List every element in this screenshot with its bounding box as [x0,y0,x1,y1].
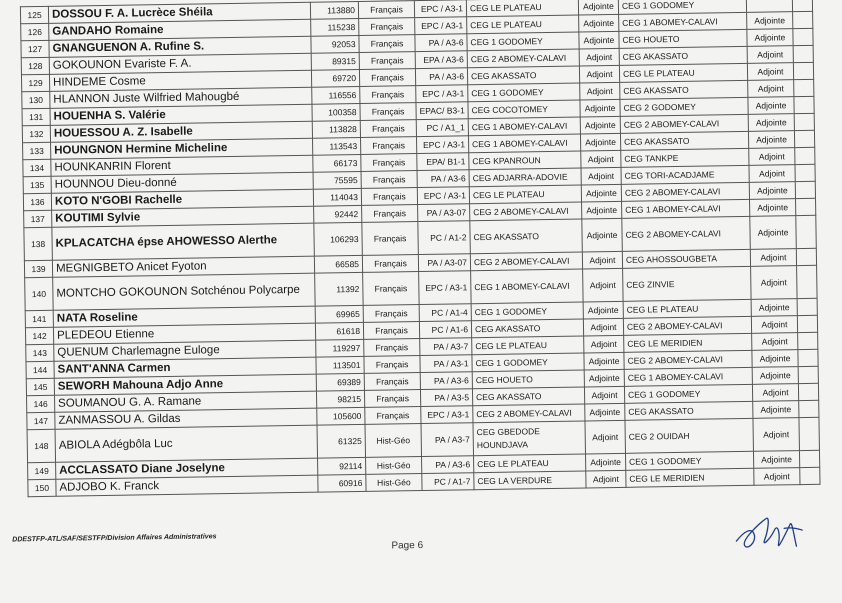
cell-fn: Adjoint [585,420,626,454]
cell-blank [792,0,812,12]
cell-code: PA / A3-6 [420,372,472,390]
cell-name: KOUTIMI Sylvie [52,206,314,227]
cell-etab2: CEG AHOSSOUGBETA [622,249,750,268]
cell-blank [796,248,816,265]
cell-blank [793,11,813,28]
cell-lang: Français [360,120,416,138]
cell-mat: 75595 [313,171,361,189]
cell-etab2: CEG 1 GODOMEY [625,451,753,470]
cell-code: PA / A3-5 [420,389,472,407]
cell-blank [800,467,820,484]
cell-name: GANDAHO Romaine [49,19,311,40]
cell-mat: 66585 [314,255,362,273]
cell-etab2: CEG AKASSATO [625,401,753,420]
cell-fn2: Adjoint [749,165,795,183]
cell-fn: Adjoint [581,150,621,168]
cell-n: 127 [21,40,49,57]
cell-blank [794,96,814,113]
cell-fn2: Adjointe [748,131,794,149]
cell-name: HOUNGNON Hermine Micheline [51,138,313,159]
cell-name: KPLACATCHA épse AHOWESSO Alerthe [52,223,314,260]
cell-blank [797,265,818,298]
cell-fn: Adjoint [579,65,619,83]
cell-mat: 113828 [312,120,360,138]
cell-blank [794,113,814,130]
cell-code: PA / A3-7 [421,423,474,457]
cell-etab: CEG LA VERDURE [474,471,586,490]
cell-mat: 98215 [316,390,364,408]
cell-fn: Adjointe [584,352,624,370]
cell-fn2: Adjointe [752,367,798,385]
cell-blank [799,450,819,467]
cell-n: 146 [27,395,55,412]
cell-n: 128 [21,57,49,74]
cell-fn2: Adjoint [754,468,800,486]
cell-code: EPAC/ B3-1 [416,102,468,120]
cell-etab: CEG AKASSATO [471,319,583,338]
cell-fn: Adjointe [580,133,620,151]
cell-blank [799,400,819,417]
cell-n: 132 [22,125,50,142]
cell-etab: CEG ADJARRA-ADOVIE [469,168,581,187]
cell-lang: Hist-Géo [366,474,422,492]
cell-n: 131 [22,108,50,125]
cell-fn2: Adjoint [753,418,800,452]
cell-etab: CEG COCOTOMEY [468,100,580,119]
cell-blank [793,45,813,62]
cell-code: PA / A3-6 [415,34,467,52]
cell-fn2: Adjointe [752,350,798,368]
cell-name: DOSSOU F. A. Lucrèce Shéila [48,2,310,23]
cell-fn2: Adjoint [752,384,798,402]
cell-fn2: Adjoint [747,63,793,81]
cell-code: PA / A3-07 [418,204,470,222]
cell-n: 144 [26,361,54,378]
cell-name: ACCLASSATO Diane Joselyne [56,458,318,479]
cell-etab2: CEG AKASSATO [620,131,748,150]
cell-n: 125 [20,6,48,23]
cell-lang: Français [360,137,416,155]
cell-n: 137 [24,210,52,227]
cell-n: 138 [24,227,53,260]
cell-fn: Adjointe [582,218,623,252]
cell-name: GNANGUENON A. Rufine S. [49,36,311,57]
cell-n: 147 [27,412,55,429]
cell-etab: CEG AKASSATO [472,387,584,406]
cell-lang: Français [359,18,415,36]
cell-mat: 11392 [315,272,364,306]
cell-mat: 66173 [313,154,361,172]
cell-fn: Adjointe [579,14,619,32]
cell-name: GOKOUNON Evariste F. A. [49,53,311,74]
cell-code: EPC / A3-1 [417,187,469,205]
cell-fn: Adjoint [579,48,619,66]
cell-fn2 [746,0,792,12]
cell-fn2: Adjointe [753,451,799,469]
cell-fn: Adjoint [584,386,624,404]
cell-fn: Adjoint [581,167,621,185]
cell-etab: CEG AKASSATO [470,219,583,254]
cell-n: 136 [23,193,51,210]
cell-name: SOUMANOU G. A. Ramane [55,391,317,412]
cell-etab: CEG AKASSATO [467,66,579,85]
cell-etab: CEG GBEDODE HOUNDJAVA [473,421,586,456]
cell-etab: CEG 1 GODOMEY [471,302,583,321]
cell-lang: Français [362,205,418,223]
cell-mat: 92114 [318,457,366,475]
cell-etab: CEG 2 ABOMEY-CALAVI [470,202,582,221]
cell-etab2: CEG AKASSATO [619,46,747,65]
cell-lang: Français [358,1,414,19]
cell-lang: Français [364,390,420,408]
cell-code: EPA/ B1-1 [417,153,469,171]
cell-blank [798,332,818,349]
cell-blank [798,366,818,383]
cell-n: 135 [23,176,51,193]
cell-mat: 119297 [316,339,364,357]
cell-name: PLEDEOU Etienne [53,323,315,344]
cell-etab2: CEG 1 GODOMEY [624,384,752,403]
cell-etab: CEG 1 ABOMEY-CALAVI [468,134,580,153]
cell-lang: Français [363,305,419,323]
cell-etab2: CEG TANKPE [621,148,749,167]
cell-name: ABIOLA Adégbôla Luc [55,425,317,462]
cell-etab: CEG 1 GODOMEY [468,83,580,102]
cell-fn2: Adjoint [747,46,793,64]
cell-blank [794,130,814,147]
cell-n: 140 [25,277,54,310]
cell-name: SEWORH Mahouna Adjo Anne [54,374,316,395]
cell-blank [797,298,817,315]
cell-etab2: CEG HOUETO [619,29,747,48]
cell-blank [795,164,815,181]
cell-fn2: Adjoint [750,249,796,267]
cell-etab: CEG KPANROUN [469,151,581,170]
cell-mat: 113501 [316,356,364,374]
cell-lang: Français [364,373,420,391]
cell-etab2: CEG 2 ABOMEY-CALAVI [622,216,751,251]
cell-name: SANT'ANNA Carmen [54,357,316,378]
cell-fn: Adjointe [585,403,625,421]
cell-etab: CEG 1 GODOMEY [467,32,579,51]
cell-name: ZANMASSOU A. Gildas [55,408,317,429]
cell-fn2: Adjoint [751,316,797,334]
cell-etab2: CEG 2 GODOMEY [620,97,748,116]
cell-fn: Adjointe [580,116,620,134]
cell-etab: CEG LE PLATEAU [467,15,579,34]
cell-etab: CEG 1 GODOMEY [472,353,584,372]
personnel-table [20,0,821,497]
cell-fn: Adjointe [585,453,625,471]
cell-etab2: CEG 1 GODOMEY [618,0,746,14]
cell-lang: Français [359,52,415,70]
cell-fn2: Adjointe [753,401,799,419]
cell-n: 129 [21,74,49,91]
cell-etab2: CEG AKASSATO [620,80,748,99]
cell-fn2: Adjoint [748,80,794,98]
cell-fn: Adjoint [582,251,622,269]
cell-code: EPC / A3-1 [421,406,473,424]
cell-etab: CEG LE PLATEAU [474,454,586,473]
cell-lang: Français [363,272,420,306]
cell-code: EPC / A3-1 [415,17,467,35]
cell-etab2: CEG 1 ABOMEY-CALAVI [622,199,750,218]
cell-fn2: Adjointe [751,299,797,317]
cell-lang: Français [364,356,420,374]
cell-fn: Adjointe [582,201,622,219]
cell-name: QUENUM Charlemagne Euloge [54,340,316,361]
cell-mat: 113880 [310,1,358,19]
cell-blank [798,383,818,400]
cell-etab2: CEG LE PLATEAU [623,299,751,318]
cell-blank [793,28,813,45]
cell-name: HOUNKANRIN Florent [51,155,313,176]
cell-lang: Hist-Géo [366,457,422,475]
cell-fn2: Adjointe [747,12,793,30]
cell-n: 134 [23,159,51,176]
signature-mark [730,500,811,561]
cell-lang: Français [365,407,421,425]
cell-n: 150 [28,479,56,496]
cell-blank [795,181,815,198]
cell-lang: Français [359,35,415,53]
cell-n: 142 [25,327,53,344]
cell-code: PC / A1-4 [419,304,471,322]
cell-lang: Français [361,171,417,189]
cell-name: ADJOBO K. Franck [56,475,318,496]
cell-code: EPC / A3-1 [416,136,468,154]
table-body [20,0,820,497]
cell-n: 141 [25,310,53,327]
cell-lang: Français [362,222,419,256]
cell-fn: Adjointe [581,184,621,202]
cell-blank [796,198,816,215]
cell-fn: Adjointe [583,301,623,319]
cell-mat: 113543 [313,137,361,155]
cell-mat: 105600 [317,407,365,425]
cell-fn: Adjoint [583,318,623,336]
cell-mat: 92053 [311,35,359,53]
cell-code: PA / A3-1 [420,355,472,373]
cell-mat: 69720 [311,69,359,87]
cell-fn: Adjoint [580,82,620,100]
cell-n: 139 [24,260,52,277]
cell-fn2: Adjointe [750,216,797,250]
cell-blank [794,79,814,96]
cell-blank [793,62,813,79]
cell-code: PA / A3-7 [420,338,472,356]
cell-name: HOUESSOU A. Z. Isabelle [50,121,312,142]
cell-etab2: CEG 2 ABOMEY-CALAVI [620,114,748,133]
cell-blank [796,215,817,248]
cell-lang: Français [363,322,419,340]
cell-blank [798,349,818,366]
cell-etab2: CEG 2 OUIDAH [625,418,754,453]
cell-mat: 69965 [315,305,363,323]
cell-n: 126 [21,23,49,40]
cell-mat: 116556 [312,86,360,104]
cell-code: PA / A3-07 [418,254,470,272]
cell-lang: Français [361,188,417,206]
cell-n: 130 [22,91,50,108]
cell-name: HOUENHA S. Valérie [50,104,312,125]
cell-blank [797,315,817,332]
cell-n: 145 [26,378,54,395]
cell-fn: Adjointe [580,99,620,117]
cell-name: HOUNNOU Dieu-donné [51,172,313,193]
cell-lang: Français [361,154,417,172]
cell-fn2: Adjoint [749,148,795,166]
cell-fn2: Adjoint [751,266,798,300]
cell-name: HINDEME Cosme [49,70,311,91]
cell-etab: CEG 2 ABOMEY-CALAVI [470,252,582,271]
cell-fn2: Adjointe [748,114,794,132]
cell-etab: CEG 2 ABOMEY-CALAVI [467,49,579,68]
cell-lang: Hist-Géo [365,424,422,458]
cell-fn2: Adjointe [749,182,795,200]
cell-etab2: CEG 2 ABOMEY-CALAVI [623,316,751,335]
cell-etab2: CEG LE MERIDIEN [626,468,754,487]
cell-code: EPA / A3-6 [415,51,467,69]
cell-fn2: Adjointe [750,199,796,217]
cell-mat: 60916 [318,474,366,492]
cell-fn: Adjointe [578,0,618,15]
cell-n: 143 [26,344,54,361]
cell-lang: Français [364,339,420,357]
cell-etab2: CEG 1 ABOMEY-CALAVI [624,367,752,386]
cell-name: NATA Roseline [53,306,315,327]
cell-fn: Adjointe [584,369,624,387]
cell-fn2: Adjointe [747,29,793,47]
cell-name: MONTCHO GOKOUNON Sotchénou Polycarpe [53,273,315,310]
cell-code: PC / A1-7 [422,473,474,491]
cell-mat: 115238 [311,18,359,36]
cell-code: PC / A1-6 [419,321,471,339]
cell-lang: Français [360,103,416,121]
cell-lang: Français [360,86,416,104]
cell-etab: CEG 2 ABOMEY-CALAVI [473,404,585,423]
cell-code: PA / A3-6 [422,456,474,474]
cell-fn: Adjoint [584,335,624,353]
cell-etab2: CEG LE PLATEAU [619,63,747,82]
cell-blank [799,417,820,450]
cell-mat: 69389 [316,373,364,391]
cell-etab: CEG HOUETO [472,370,584,389]
cell-etab2: CEG 1 ABOMEY-CALAVI [619,12,747,31]
cell-n: 148 [27,429,56,462]
cell-etab2: CEG ZINVIE [623,266,752,301]
footer-division: DDESTFP-ATL/SAF/SESTFP/Division Affaires Administratives [12,533,217,544]
cell-etab: CEG LE PLATEAU [466,0,578,17]
cell-code: PA / A3-6 [417,170,469,188]
cell-mat: 61325 [317,424,366,458]
cell-name: MEGNIGBETO Anicet Fyoton [52,256,314,277]
cell-code: PC / A1-2 [418,221,471,255]
cell-fn2: Adjointe [748,97,794,115]
cell-mat: 106293 [314,222,363,256]
cell-code: EPC / A3-1 [419,271,472,305]
cell-name: HLANNON Juste Wilfried Mahougbé [50,87,312,108]
cell-lang: Français [362,255,418,273]
cell-n: 149 [28,462,56,479]
cell-etab: CEG LE PLATEAU [472,336,584,355]
page-number: Page 6 [391,540,424,552]
cell-fn: Adjointe [579,31,619,49]
cell-lang: Français [359,69,415,87]
cell-mat: 92442 [314,205,362,223]
cell-blank [795,147,815,164]
cell-etab: CEG LE PLATEAU [469,185,581,204]
cell-fn2: Adjoint [752,333,798,351]
cell-etab2: CEG LE MERIDIEN [624,333,752,352]
cell-code: EPC / A3-1 [416,85,468,103]
cell-mat: 89315 [311,52,359,70]
cell-etab2: CEG 2 ABOMEY-CALAVI [621,182,749,201]
cell-code: PC / A1_1 [416,119,468,137]
cell-etab: CEG 1 ABOMEY-CALAVI [471,269,584,304]
cell-etab2: CEG 2 ABOMEY-CALAVI [624,350,752,369]
cell-fn: Adjoint [583,268,624,302]
cell-mat: 100358 [312,103,360,121]
cell-code: EPC / A3-1 [414,0,466,18]
cell-mat: 61618 [315,322,363,340]
cell-etab: CEG 1 ABOMEY-CALAVI [468,117,580,136]
cell-mat: 114043 [313,188,361,206]
cell-code: PA / A3-6 [415,68,467,86]
cell-name: KOTO N'GOBI Rachelle [51,189,313,210]
cell-n: 133 [23,142,51,159]
cell-etab2: CEG TORI-ACADJAME [621,165,749,184]
cell-fn: Adjoint [586,470,626,488]
